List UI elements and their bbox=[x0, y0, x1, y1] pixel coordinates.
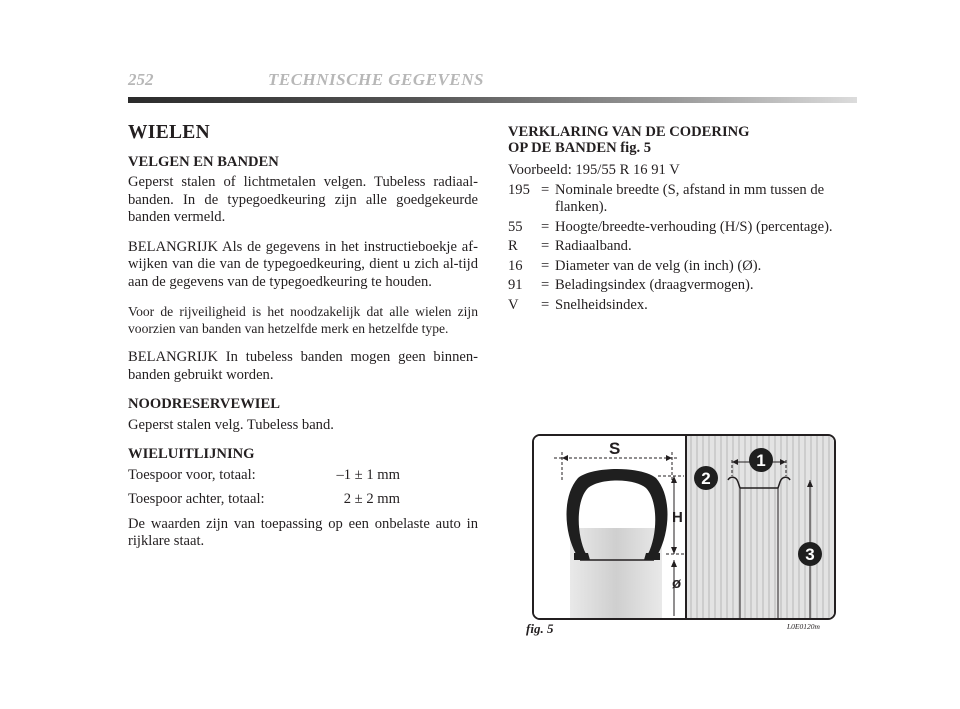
important-note-2: BELANGRIJK In tubeless banden mogen geen binnen-banden gebruikt worden. bbox=[128, 349, 478, 383]
section-title: TECHNISCHE GEGEVENS bbox=[268, 70, 484, 89]
callout-3-label: 3 bbox=[805, 545, 815, 564]
code-equals: = bbox=[541, 296, 550, 313]
alignment-label: Toespoor achter, totaal: bbox=[128, 491, 265, 507]
code-description: Beladingsindex (draagvermogen). bbox=[555, 277, 754, 293]
alignment-label: Toespoor voor, totaal: bbox=[128, 466, 256, 483]
label-diameter: ø bbox=[672, 575, 682, 592]
code-row bbox=[508, 277, 848, 295]
tyre-diagram-svg bbox=[534, 436, 834, 618]
tyre-code-example: Voorbeeld: 195/55 R 16 91 V bbox=[508, 162, 680, 178]
figure-code: L0E0120m bbox=[787, 622, 820, 631]
code-row bbox=[508, 182, 848, 217]
code-key: 91 bbox=[508, 277, 523, 293]
code-row bbox=[508, 297, 848, 315]
alignment-note: De waarden zijn van toepassing op een onbelaste auto in rijklare staat. bbox=[128, 515, 478, 549]
callout-1-label: 1 bbox=[756, 451, 766, 470]
alignment-value: 2 ± 2 mm bbox=[343, 491, 400, 507]
code-key: R bbox=[508, 238, 518, 254]
code-key: 195 bbox=[508, 181, 530, 198]
code-description: Hoogte/breedte-verhouding (H/S) (percentage). bbox=[555, 218, 833, 235]
code-description: Snelheidsindex. bbox=[555, 296, 648, 313]
code-row bbox=[508, 219, 848, 237]
code-row bbox=[508, 258, 848, 276]
code-row bbox=[508, 238, 848, 256]
alignment-row-rear bbox=[128, 491, 478, 509]
rims-paragraph: Geperst stalen of lichtmetalen velgen. Tubeless radiaal-banden. In de typegoedkeuring zijn alle goedgekeurde banden vermeld. bbox=[128, 174, 478, 225]
spare-wheel-heading: NOODRESERVEWIEL bbox=[128, 396, 280, 412]
code-equals: = bbox=[541, 238, 550, 254]
code-description: Radiaalband. bbox=[555, 238, 632, 254]
tyre-code-heading-line-2: OP DE BANDEN fig. 5 bbox=[508, 140, 652, 156]
code-key: 16 bbox=[508, 257, 523, 274]
figure-caption: fig. 5 bbox=[526, 621, 554, 636]
alignment-value: –1 ± 1 mm bbox=[336, 466, 400, 483]
code-key: 55 bbox=[508, 218, 523, 235]
code-equals: = bbox=[541, 277, 550, 293]
rims-heading: VELGEN EN BANDEN bbox=[128, 153, 279, 170]
tyre-code-heading bbox=[508, 124, 848, 156]
page-number: 252 bbox=[128, 70, 154, 89]
header-rule bbox=[128, 97, 857, 103]
code-description: Diameter van de velg (in inch) (Ø). bbox=[555, 257, 762, 274]
left-column bbox=[128, 124, 478, 563]
label-h: H bbox=[672, 509, 683, 526]
alignment-row-front bbox=[128, 467, 478, 485]
code-equals: = bbox=[541, 257, 550, 274]
tyre-diagram bbox=[532, 434, 836, 620]
code-key: V bbox=[508, 296, 519, 313]
callout-2-label: 2 bbox=[701, 469, 711, 488]
code-description: Nominale breedte (S, afstand in mm tussen de flanken). bbox=[555, 181, 825, 215]
code-equals: = bbox=[541, 181, 550, 198]
tyre-code-heading-line-1: VERKLARING VAN DE CODERING bbox=[508, 124, 750, 140]
alignment-heading: WIELUITLIJNING bbox=[128, 446, 255, 462]
main-heading: WIELEN bbox=[128, 122, 210, 143]
right-column bbox=[508, 124, 848, 316]
safety-paragraph: Voor de rijveiligheid is het noodzakelijk dat alle wielen zijn voorzien van banden van hetzelfde merk en hetzelfde type. bbox=[128, 304, 478, 336]
spare-wheel-paragraph: Geperst stalen velg. Tubeless band. bbox=[128, 416, 334, 433]
important-note-1: BELANGRIJK Als de gegevens in het instructieboekje af-wijken van die van de typegoedkeuring, dient u zich al-tijd aan de gegevens van de typegoedkeuring te houden. bbox=[128, 238, 478, 290]
label-s: S bbox=[609, 439, 621, 458]
code-equals: = bbox=[541, 218, 550, 235]
